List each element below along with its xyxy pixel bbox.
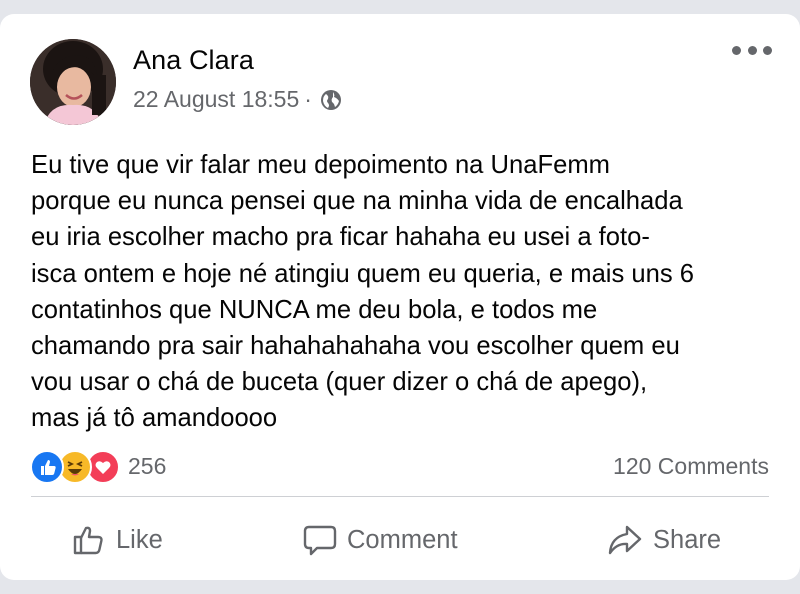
post-card (0, 14, 800, 580)
reaction-icons (30, 450, 120, 482)
like-label: Like (116, 525, 163, 554)
avatar-photo (30, 39, 116, 125)
thumbs-up-icon (72, 524, 106, 556)
avatar[interactable] (30, 39, 116, 125)
author-name[interactable]: Ana Clara (133, 45, 254, 75)
reactions-summary[interactable] (30, 450, 166, 482)
more-dot (763, 46, 772, 55)
post-text: Eu tive que vir falar meu depoimento na UnaFemm porque eu nunca pensei que na minha vida de encalhada eu iria escolher macho pra ficar hahaha eu usei a foto- isca ontem e hoje né atingiu quem eu queria, e mais uns 6 contatinhos que NUNCA me deu bola, e todos me chamando pra sair hahahahahaha vou escolher quem eu vou usar o chá de buceta (quer dizer o chá de apego), mas já tô amandoooo (31, 151, 695, 433)
comments-count[interactable]: 120 Comments (613, 453, 769, 479)
more-options-icon[interactable] (732, 42, 772, 58)
like-reaction-icon (30, 450, 64, 484)
comment-label: Comment (347, 525, 458, 554)
post-meta (133, 86, 342, 113)
more-dot (732, 46, 741, 55)
more-dot (748, 46, 757, 55)
meta-separator: · (304, 86, 312, 112)
like-button[interactable] (72, 522, 163, 558)
post-timestamp[interactable]: 22 August 18:55 (133, 86, 300, 112)
divider (31, 496, 769, 497)
comment-button[interactable] (303, 522, 458, 558)
share-label: Share (653, 525, 722, 554)
share-icon (607, 524, 643, 556)
globe-icon[interactable] (320, 89, 342, 111)
comment-icon (303, 523, 337, 557)
share-button[interactable] (607, 522, 721, 558)
reaction-count: 256 (128, 452, 167, 479)
